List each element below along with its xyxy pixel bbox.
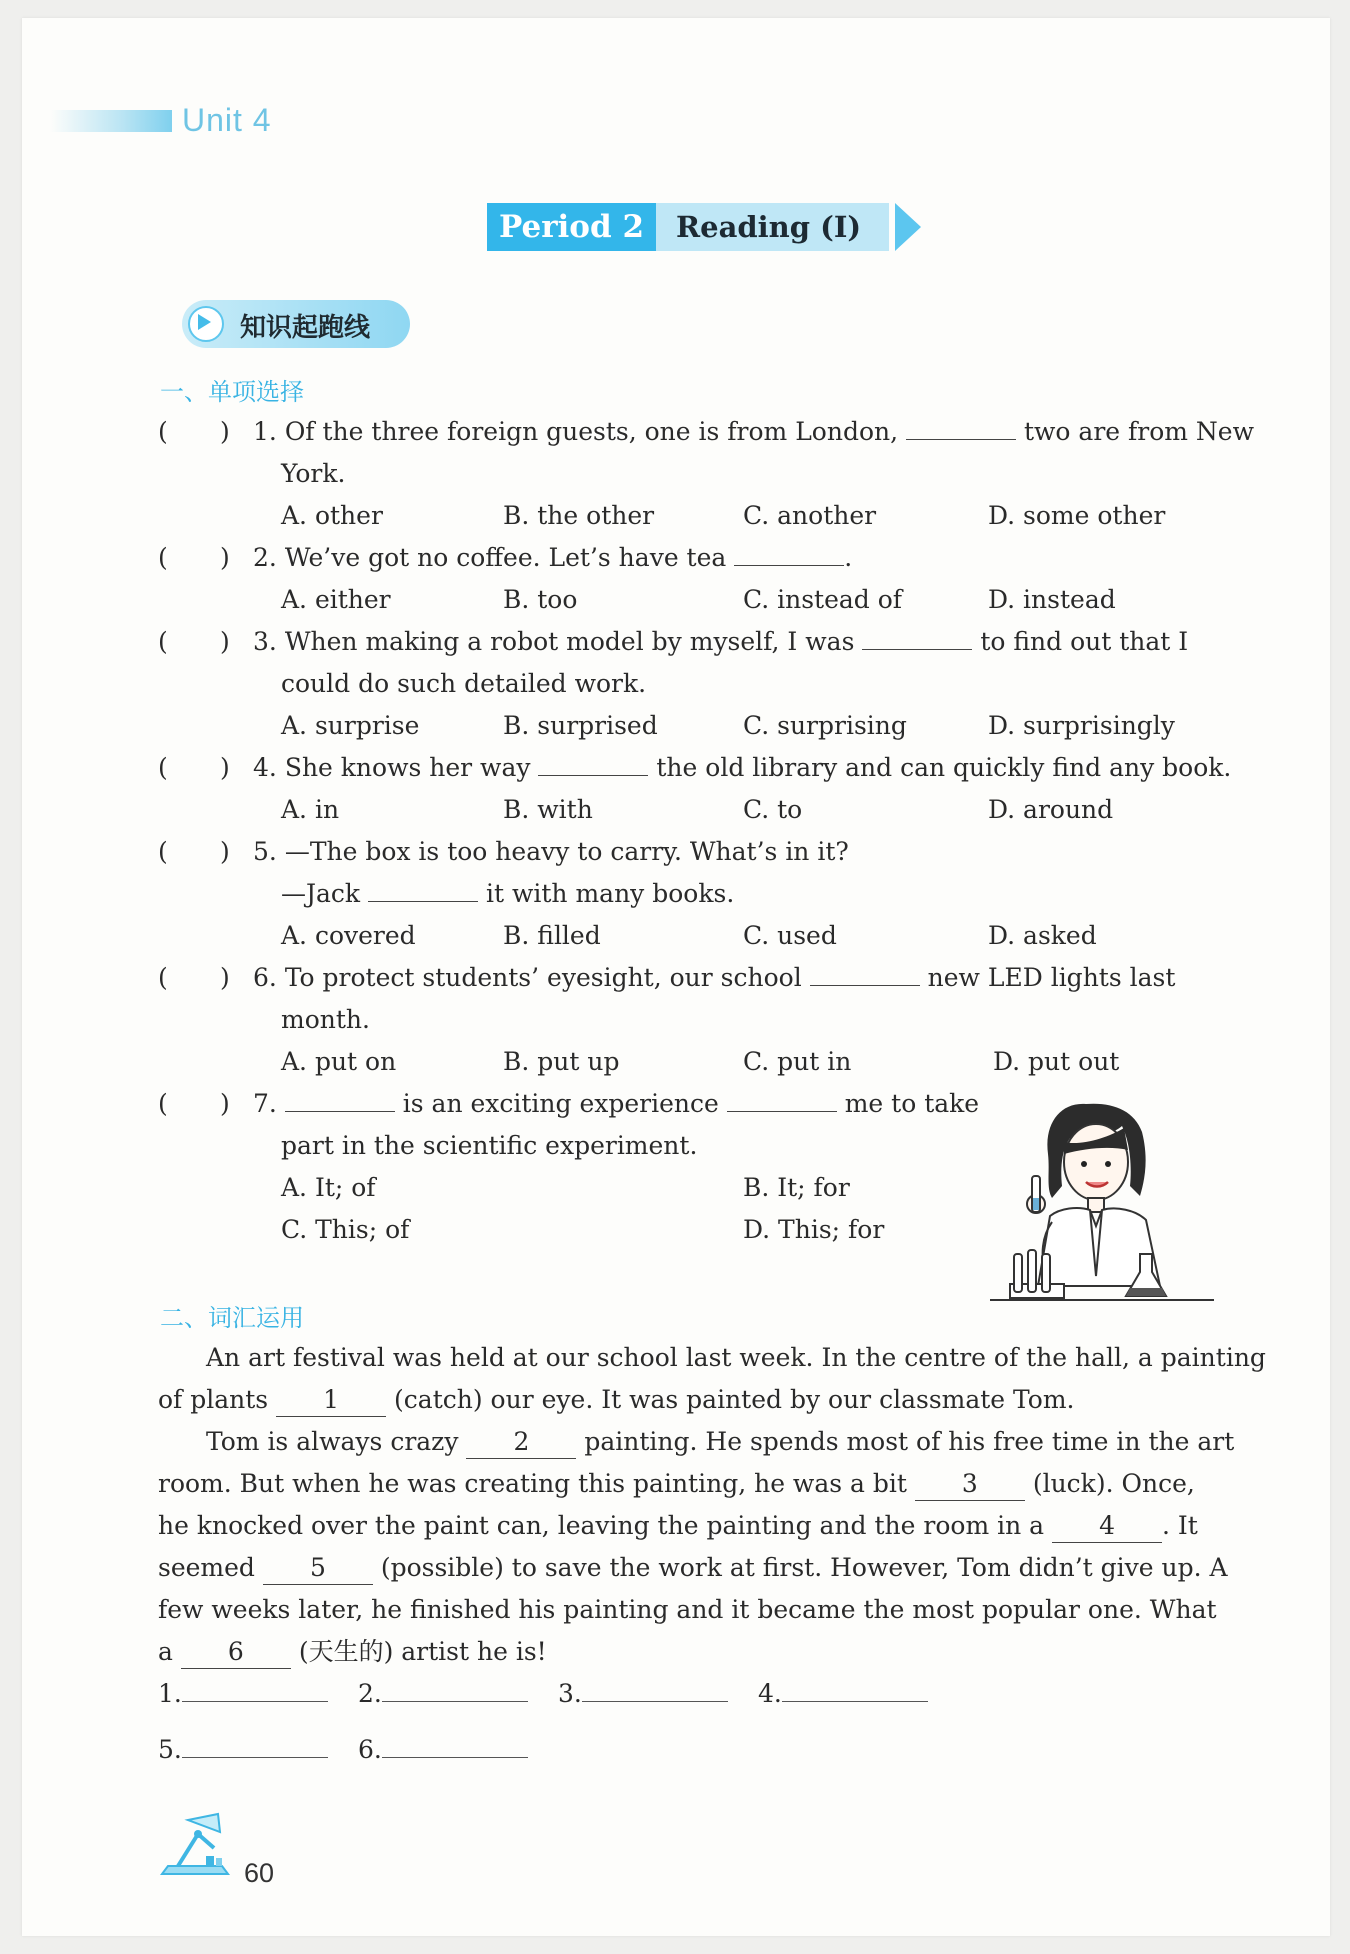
- q4-stem-b: the old library and can quickly find any book.: [656, 753, 1232, 782]
- q5-option-a[interactable]: A. covered: [281, 921, 416, 950]
- passage-line-4: [158, 1468, 1195, 1501]
- passage-text: of plants: [158, 1385, 269, 1414]
- passage-line-2: [158, 1384, 1074, 1417]
- q2-stem-a: We’ve got no coffee. Let’s have tea: [284, 543, 727, 572]
- q5-stem: [253, 836, 849, 868]
- period-banner: [487, 203, 921, 251]
- passage-line-7: few weeks later, he finished his painting and it became the most popular one. What: [158, 1595, 1217, 1624]
- q5-stem-line2: [281, 878, 734, 910]
- passage-text: painting. He spends most of his free time in the art: [584, 1427, 1235, 1456]
- answer-line[interactable]: [382, 1737, 528, 1758]
- passage-text: a: [158, 1637, 173, 1666]
- q6-option-d[interactable]: D. put out: [993, 1047, 1120, 1076]
- q6-stem-b: new LED lights last: [927, 963, 1176, 992]
- q7-option-b[interactable]: B. It; for: [743, 1173, 850, 1202]
- q7-stem-a: is an exciting experience: [402, 1089, 719, 1118]
- page-number: 60: [244, 1858, 275, 1888]
- q3-blank[interactable]: [862, 627, 972, 650]
- q5-paren-open: (: [158, 837, 168, 866]
- section1-title: 一、单项选择: [160, 378, 304, 406]
- answer-4: [758, 1678, 928, 1710]
- passage-text: (luck). Once,: [1032, 1469, 1195, 1498]
- arrow-icon: [895, 203, 921, 251]
- worksheet-page: [22, 18, 1330, 1936]
- unit-title: Unit 4: [182, 102, 272, 138]
- q7-stem-c: part in the scientific experiment.: [281, 1131, 698, 1160]
- q2-paren-close: ): [220, 543, 230, 572]
- q3-option-a[interactable]: A. surprise: [281, 711, 420, 740]
- scientist-illustration: [990, 1076, 1214, 1308]
- q3-paren-close: ): [220, 627, 230, 656]
- q2-stem-b: .: [844, 543, 853, 572]
- q4-option-c[interactable]: C. to: [743, 795, 803, 824]
- q4-option-b[interactable]: B. with: [503, 795, 593, 824]
- answer-1: [158, 1678, 328, 1710]
- q1-paren-close: ): [220, 417, 230, 446]
- q2-blank[interactable]: [734, 543, 844, 566]
- answer-label: 5.: [158, 1735, 182, 1764]
- answer-3: [558, 1678, 728, 1710]
- q6-number: 6.: [253, 963, 277, 992]
- passage-text: . It: [1162, 1511, 1198, 1540]
- q7-blank-1[interactable]: [285, 1089, 395, 1112]
- passage-text: seemed: [158, 1553, 255, 1582]
- blank-5[interactable]: 5: [263, 1552, 373, 1585]
- q7-option-d[interactable]: D. This; for: [743, 1215, 885, 1244]
- q7-paren-close: ): [220, 1089, 230, 1118]
- q4-option-a[interactable]: A. in: [281, 795, 340, 824]
- passage-line-1: An art festival was held at our school last week. In the centre of the hall, a painting: [206, 1343, 1266, 1372]
- q2-option-a[interactable]: A. either: [281, 585, 391, 614]
- q1-option-d[interactable]: D. some other: [988, 501, 1166, 530]
- passage-text: he knocked over the paint can, leaving the painting and the room in a: [158, 1511, 1045, 1540]
- q5-option-c[interactable]: C. used: [743, 921, 837, 950]
- q2-option-c[interactable]: C. instead of: [743, 585, 903, 614]
- q1-option-b[interactable]: B. the other: [503, 501, 655, 530]
- passage-line-3: [206, 1426, 1234, 1459]
- q4-blank[interactable]: [538, 753, 648, 776]
- q4-paren-open: (: [158, 753, 168, 782]
- q6-option-a[interactable]: A. put on: [281, 1047, 397, 1076]
- q3-option-d[interactable]: D. surprisingly: [988, 711, 1175, 740]
- answer-line[interactable]: [382, 1681, 528, 1702]
- q1-blank[interactable]: [906, 417, 1016, 440]
- blank-2[interactable]: 2: [466, 1426, 576, 1459]
- passage-line-6: [158, 1552, 1228, 1585]
- q5-stem-b: —Jack: [281, 879, 361, 908]
- q7-stem: [253, 1088, 979, 1120]
- answer-label: 3.: [558, 1679, 582, 1708]
- q2-paren-open: (: [158, 543, 168, 572]
- pill-label: 知识起跑线: [240, 313, 371, 343]
- reading-label: Reading (I): [656, 203, 889, 251]
- q3-paren-open: (: [158, 627, 168, 656]
- q4-stem: [253, 752, 1231, 784]
- answer-label: 4.: [758, 1679, 782, 1708]
- q3-number: 3.: [253, 627, 277, 656]
- blank-1[interactable]: 1: [276, 1384, 386, 1417]
- passage-text: (天生的) artist he is!: [298, 1637, 547, 1666]
- section-pill: [182, 300, 410, 348]
- q4-paren-close: ): [220, 753, 230, 782]
- q3-option-c[interactable]: C. surprising: [743, 711, 907, 740]
- answer-label: 1.: [158, 1679, 182, 1708]
- q3-stem: [253, 626, 1188, 658]
- q5-stem-c: it with many books.: [485, 879, 735, 908]
- passage-text: (catch) our eye. It was painted by our classmate Tom.: [394, 1385, 1075, 1414]
- answer-label: 6.: [358, 1735, 382, 1764]
- q2-option-d[interactable]: D. instead: [988, 585, 1116, 614]
- q2-option-b[interactable]: B. too: [503, 585, 578, 614]
- q3-stem-c: could do such detailed work.: [281, 669, 647, 698]
- q7-blank-2[interactable]: [727, 1089, 837, 1112]
- blank-3[interactable]: 3: [915, 1468, 1025, 1501]
- answer-line[interactable]: [582, 1681, 728, 1702]
- q6-paren-close: ): [220, 963, 230, 992]
- blank-6[interactable]: 6: [181, 1636, 291, 1669]
- q3-stem-a: When making a robot model by myself, I was: [284, 627, 855, 656]
- unit-decor-bar: [50, 110, 172, 132]
- answer-6: [358, 1734, 528, 1766]
- q6-stem-a: To protect students’ eyesight, our school: [284, 963, 802, 992]
- passage-line-8: [158, 1636, 547, 1669]
- passage-text: Tom is always crazy: [206, 1427, 459, 1456]
- q6-stem-c: month.: [281, 1005, 370, 1034]
- q6-paren-open: (: [158, 963, 168, 992]
- q7-paren-open: (: [158, 1089, 168, 1118]
- q4-option-d[interactable]: D. around: [988, 795, 1114, 824]
- answer-label: 2.: [358, 1679, 382, 1708]
- q4-stem-a: She knows her way: [284, 753, 531, 782]
- q1-paren-open: (: [158, 417, 168, 446]
- q2-stem: [253, 542, 852, 574]
- q6-option-c[interactable]: C. put in: [743, 1047, 852, 1076]
- section2-title: 二、词汇运用: [160, 1304, 304, 1332]
- answer-5: [158, 1734, 328, 1766]
- q2-number: 2.: [253, 543, 277, 572]
- q1-stem: [253, 416, 1254, 448]
- play-triangle-icon: [198, 314, 211, 330]
- q6-blank[interactable]: [810, 963, 920, 986]
- q5-option-b[interactable]: B. filled: [503, 921, 601, 950]
- answer-line[interactable]: [782, 1681, 928, 1702]
- q1-option-c[interactable]: C. another: [743, 501, 877, 530]
- answer-2: [358, 1678, 528, 1710]
- q1-stem-c: York.: [281, 459, 346, 488]
- q5-blank[interactable]: [368, 879, 478, 902]
- q7-option-a[interactable]: A. It; of: [281, 1173, 376, 1202]
- desk-lamp-icon: [158, 1808, 236, 1880]
- q5-stem-a: —The box is too heavy to carry. What’s in it?: [284, 837, 849, 866]
- passage-text: (possible) to save the work at first. However, Tom didn’t give up. A: [380, 1553, 1228, 1582]
- q1-number: 1.: [253, 417, 277, 446]
- q1-stem-b: two are from New: [1023, 417, 1254, 446]
- q7-number: 7.: [253, 1089, 277, 1118]
- q6-option-b[interactable]: B. put up: [503, 1047, 620, 1076]
- answer-line[interactable]: [182, 1737, 328, 1758]
- q5-option-d[interactable]: D. asked: [988, 921, 1097, 950]
- q7-stem-b: me to take: [844, 1089, 980, 1118]
- q5-paren-close: ): [220, 837, 230, 866]
- q4-number: 4.: [253, 753, 277, 782]
- q5-number: 5.: [253, 837, 277, 866]
- q7-option-c[interactable]: C. This; of: [281, 1215, 410, 1244]
- q1-option-a[interactable]: A. other: [281, 501, 383, 530]
- q6-stem: [253, 962, 1175, 994]
- q1-stem-a: Of the three foreign guests, one is from London,: [284, 417, 899, 446]
- q3-stem-b: to find out that I: [980, 627, 1189, 656]
- passage-line-5: [158, 1510, 1198, 1543]
- period-label: Period 2: [487, 203, 656, 251]
- answer-line[interactable]: [182, 1681, 328, 1702]
- blank-4[interactable]: 4: [1052, 1510, 1162, 1543]
- q3-option-b[interactable]: B. surprised: [503, 711, 658, 740]
- passage-text: room. But when he was creating this painting, he was a bit: [158, 1469, 907, 1498]
